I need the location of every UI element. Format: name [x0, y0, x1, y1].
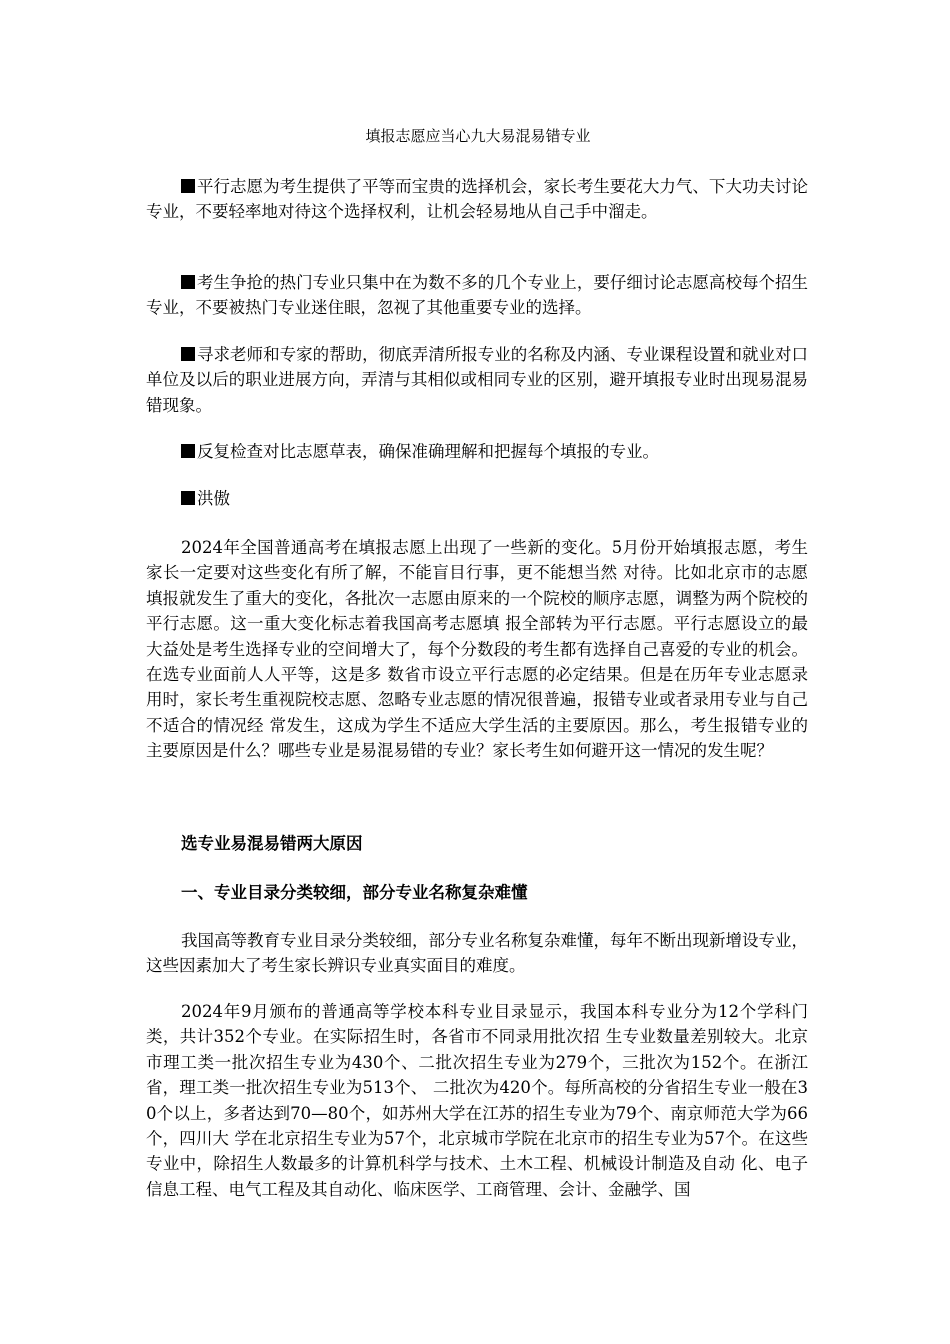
bullet-text-2: 考生争抢的热门专业只集中在为数不多的几个专业上，要仔细讨论志愿高校每个招生专业，不要被热门专业迷住眼，忽视了其他重要专业的选择。: [146, 273, 808, 318]
body-paragraph-2: 2024年9月颁布的普通高等学校本科专业目录显示，我国本科专业分为12个学科门类，共计352个专业。在实际招生时，各省市不同录用批次招 生专业数量差别较大。北京市理工类一批次招生专业为430个、二批次招生专业为279个，三批次为152个。在浙江省，理工类一批次招生专业为513个、 二批次为420个。每所高校的分省招生专业一般在30个以上，多者达到70—80个，如苏州大学在江苏的招生专业为79个、南京师范大学为66个，四川大 学在北京招生专业为57个，北京城市学院在北京市的招生专业为57个。在这些专业中，除招生人数最多的计算机科学与技术、土木工程、机械设计制造及自动 化、电子信息工程、电气工程及其自动化、临床医学、工商管理、会计、金融学、国: [146, 1002, 808, 1199]
bullet-paragraph-5: [146, 486, 808, 511]
bullet-text-4: 反复检查对比志愿草表，确保准确理解和把握每个填报的专业。: [197, 442, 659, 461]
intro-paragraph: 2024年全国普通高考在填报志愿上出现了一些新的变化。5月份开始填报志愿，考生家长一定要对这些变化有所了解，不能盲目行事，更不能想当然 对待。比如北京市的志愿填报就发生了重大的变化，各批次一志愿由原来的一个院校的顺序志愿，调整为两个院校的平行志愿。这一重大变化标志着我国高考志愿填 报全部转为平行志愿。平行志愿设立的最大益处是考生选择专业的空间增大了，每个分数段的考生都有选择自己喜爱的专业的机会。在选专业面前人人平等，这是多 数省市设立平行志愿的必定结果。但是在历年专业志愿录用时，家长考生重视院校志愿、忽略专业志愿的情况很普遍，报错专业或者录用专业与自己不适合的情况经 常发生，这成为学生不适应大学生活的主要原因。那么，考生报错专业的主要原因是什么？哪些专业是易混易错的专业？家长考生如何避开这一情况的发生呢？: [146, 538, 808, 761]
black-square-bullet-icon: [181, 491, 195, 505]
body-paragraph-1: 我国高等教育专业目录分类较细，部分专业名称复杂难懂，每年不断出现新增设专业，这些因素加大了考生家长辨识专业真实面目的难度。: [146, 931, 808, 976]
document-title: 填报志愿应当心九大易混易错专业: [365, 127, 591, 145]
subsection-heading: 一、专业目录分类较细，部分专业名称复杂难懂: [181, 883, 528, 902]
bullet-text-3: 寻求老师和专家的帮助，彻底弄清所报专业的名称及内涵、专业课程设置和就业对口单位及以后的职业进展方向，弄清与其相似或相同专业的区别，避开填报专业时出现易混易错现象。: [146, 345, 808, 415]
black-square-bullet-icon: [181, 275, 195, 289]
bullet-text-5: 洪傲: [197, 489, 230, 508]
bullet-paragraph-1: [146, 174, 808, 225]
bullet-paragraph-2: [146, 270, 808, 321]
bullet-paragraph-3: [146, 342, 808, 418]
bullet-text-1: 平行志愿为考生提供了平等而宝贵的选择机会，家长考生要花大力气、下大功夫讨论专业，不要轻率地对待这个选择权利，让机会轻易地从自己手中溜走。: [146, 177, 808, 222]
black-square-bullet-icon: [181, 444, 195, 458]
bullet-paragraph-4: [146, 439, 808, 464]
section-heading: 选专业易混易错两大原因: [181, 834, 363, 853]
black-square-bullet-icon: [181, 347, 195, 361]
black-square-bullet-icon: [181, 179, 195, 193]
